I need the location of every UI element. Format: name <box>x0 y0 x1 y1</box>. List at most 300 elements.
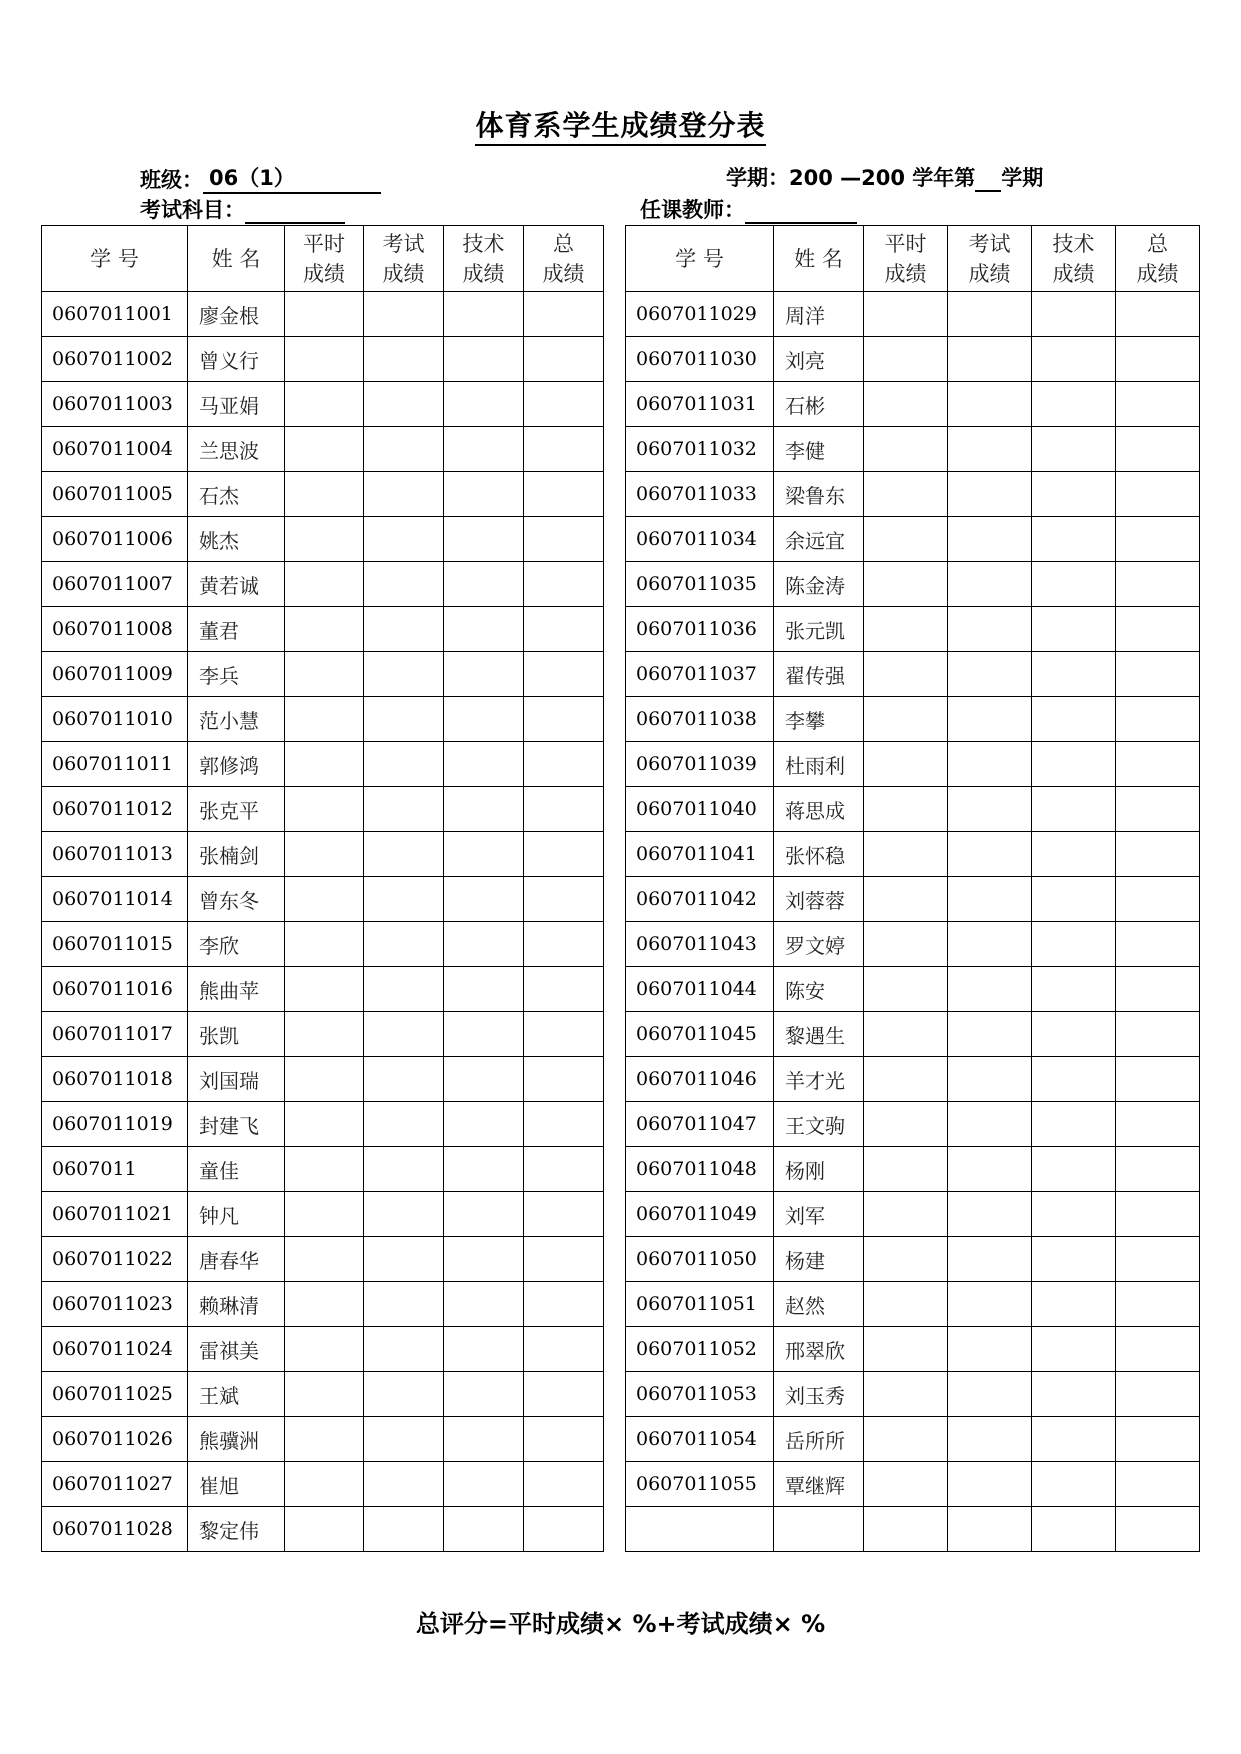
total-score-cell[interactable] <box>524 382 604 427</box>
total-score-cell[interactable] <box>524 427 604 472</box>
exam-score-cell[interactable] <box>948 337 1032 382</box>
regular-score-cell[interactable] <box>285 517 364 562</box>
total-score-cell[interactable] <box>524 877 604 922</box>
student-name-cell: 覃继辉 <box>774 1462 864 1507</box>
table-row <box>42 337 604 382</box>
total-score-cell[interactable] <box>1116 1147 1200 1192</box>
exam-score-cell[interactable] <box>948 1237 1032 1282</box>
student-id-cell: 0607011013 <box>42 832 188 877</box>
regular-score-cell[interactable] <box>864 562 948 607</box>
total-score-cell[interactable] <box>524 1102 604 1147</box>
total-score-cell[interactable] <box>1116 1102 1200 1147</box>
student-name-cell: 曾义行 <box>188 337 285 382</box>
table-row <box>626 742 1200 787</box>
skill-score-cell[interactable] <box>1032 472 1116 517</box>
header-total-score: 总 成绩 <box>1116 226 1200 292</box>
skill-score-cell[interactable] <box>1032 1147 1116 1192</box>
total-score-cell[interactable] <box>1116 877 1200 922</box>
total-score-cell[interactable] <box>524 967 604 1012</box>
regular-score-cell[interactable] <box>285 1192 364 1237</box>
regular-score-cell[interactable] <box>285 337 364 382</box>
student-id-cell: 0607011050 <box>626 1237 774 1282</box>
skill-score-cell[interactable] <box>1032 1327 1116 1372</box>
exam-score-cell[interactable] <box>364 652 444 697</box>
table-row <box>626 1147 1200 1192</box>
exam-score-cell[interactable] <box>948 607 1032 652</box>
exam-score-cell[interactable] <box>364 1147 444 1192</box>
regular-score-cell[interactable] <box>285 427 364 472</box>
total-score-cell[interactable] <box>524 562 604 607</box>
student-id-cell: 0607011034 <box>626 517 774 562</box>
regular-score-cell[interactable] <box>285 607 364 652</box>
skill-score-cell[interactable] <box>1032 1102 1116 1147</box>
total-score-cell[interactable] <box>1116 967 1200 1012</box>
skill-score-cell[interactable] <box>444 517 524 562</box>
regular-score-cell[interactable] <box>864 922 948 967</box>
regular-score-cell[interactable] <box>285 922 364 967</box>
skill-score-cell[interactable] <box>1032 652 1116 697</box>
student-name-cell: 董君 <box>188 607 285 652</box>
student-id-cell: 0607011009 <box>42 652 188 697</box>
student-id-cell: 0607011004 <box>42 427 188 472</box>
regular-score-cell[interactable] <box>285 697 364 742</box>
total-score-cell[interactable] <box>1116 742 1200 787</box>
table-row <box>626 427 1200 472</box>
total-score-cell[interactable] <box>524 292 604 337</box>
skill-score-cell[interactable] <box>444 697 524 742</box>
exam-score-cell[interactable] <box>364 1192 444 1237</box>
student-name-cell: 曾东冬 <box>188 877 285 922</box>
student-id-cell: 0607011048 <box>626 1147 774 1192</box>
exam-score-cell[interactable] <box>948 877 1032 922</box>
exam-score-cell[interactable] <box>364 832 444 877</box>
regular-score-cell[interactable] <box>285 1327 364 1372</box>
student-id-cell: 0607011042 <box>626 877 774 922</box>
regular-score-cell[interactable] <box>864 1192 948 1237</box>
exam-score-cell[interactable] <box>364 787 444 832</box>
total-score-cell[interactable] <box>524 1012 604 1057</box>
student-id-cell: 0607011017 <box>42 1012 188 1057</box>
exam-score-cell[interactable] <box>948 1147 1032 1192</box>
total-score-cell[interactable] <box>1116 562 1200 607</box>
student-name-cell: 杨刚 <box>774 1147 864 1192</box>
total-score-cell[interactable] <box>524 517 604 562</box>
total-score-cell[interactable] <box>1116 1417 1200 1462</box>
regular-score-cell[interactable] <box>864 1012 948 1057</box>
regular-score-cell[interactable] <box>864 1237 948 1282</box>
student-name-cell: 陈金涛 <box>774 562 864 607</box>
total-score-cell[interactable] <box>524 787 604 832</box>
total-score-cell[interactable] <box>524 472 604 517</box>
regular-score-cell[interactable] <box>864 1282 948 1327</box>
skill-score-cell[interactable] <box>1032 292 1116 337</box>
table-row <box>626 1462 1200 1507</box>
total-score-cell[interactable] <box>1116 1237 1200 1282</box>
exam-score-cell[interactable] <box>948 1192 1032 1237</box>
header-regular-score: 平时 成绩 <box>285 226 364 292</box>
exam-score-cell[interactable] <box>948 832 1032 877</box>
regular-score-cell[interactable] <box>285 562 364 607</box>
total-score-cell[interactable] <box>1116 1282 1200 1327</box>
skill-score-cell[interactable] <box>1032 337 1116 382</box>
exam-score-cell[interactable] <box>948 1057 1032 1102</box>
regular-score-cell[interactable] <box>285 1237 364 1282</box>
exam-score-cell[interactable] <box>948 472 1032 517</box>
skill-score-cell[interactable] <box>1032 877 1116 922</box>
regular-score-cell[interactable] <box>864 337 948 382</box>
regular-score-cell[interactable] <box>864 1147 948 1192</box>
skill-score-cell[interactable] <box>444 877 524 922</box>
exam-score-cell[interactable] <box>364 1327 444 1372</box>
skill-score-cell[interactable] <box>1032 1282 1116 1327</box>
skill-score-cell[interactable] <box>444 1372 524 1417</box>
regular-score-cell[interactable] <box>864 787 948 832</box>
table-row <box>626 1282 1200 1327</box>
student-id-cell: 0607011002 <box>42 337 188 382</box>
regular-score-cell[interactable] <box>864 517 948 562</box>
skill-score-cell[interactable] <box>444 562 524 607</box>
skill-score-cell[interactable] <box>444 337 524 382</box>
exam-score-cell[interactable] <box>364 877 444 922</box>
skill-score-cell[interactable] <box>444 382 524 427</box>
exam-score-cell[interactable] <box>364 382 444 427</box>
total-score-cell[interactable] <box>524 1507 604 1552</box>
regular-score-cell[interactable] <box>285 742 364 787</box>
student-name-cell: 黎定伟 <box>188 1507 285 1552</box>
total-score-cell[interactable] <box>524 922 604 967</box>
regular-score-cell[interactable] <box>864 292 948 337</box>
total-score-cell[interactable] <box>1116 1372 1200 1417</box>
total-score-cell[interactable] <box>1116 1327 1200 1372</box>
regular-score-cell[interactable] <box>864 1057 948 1102</box>
regular-score-cell[interactable] <box>285 1012 364 1057</box>
exam-score-cell[interactable] <box>948 1417 1032 1462</box>
table-row <box>626 1417 1200 1462</box>
skill-score-cell[interactable] <box>1032 1012 1116 1057</box>
exam-score-cell[interactable] <box>364 427 444 472</box>
exam-score-cell[interactable] <box>948 967 1032 1012</box>
skill-score-cell[interactable] <box>1032 742 1116 787</box>
exam-score-cell[interactable] <box>948 517 1032 562</box>
total-score-cell[interactable] <box>524 1282 604 1327</box>
skill-score-cell[interactable] <box>444 742 524 787</box>
regular-score-cell[interactable] <box>285 652 364 697</box>
skill-score-cell[interactable] <box>444 1282 524 1327</box>
skill-score-cell[interactable] <box>444 652 524 697</box>
header-name: 姓 名 <box>774 226 864 292</box>
exam-score-cell[interactable] <box>948 652 1032 697</box>
subject-blank <box>245 200 345 224</box>
exam-score-cell[interactable] <box>364 742 444 787</box>
student-id-cell: 0607011049 <box>626 1192 774 1237</box>
student-name-cell: 赵然 <box>774 1282 864 1327</box>
regular-score-cell[interactable] <box>864 967 948 1012</box>
student-id-cell: 0607011039 <box>626 742 774 787</box>
total-score-cell[interactable] <box>524 742 604 787</box>
exam-score-cell[interactable] <box>948 742 1032 787</box>
exam-score-cell[interactable] <box>948 292 1032 337</box>
skill-score-cell[interactable] <box>1032 697 1116 742</box>
student-name-cell: 陈安 <box>774 967 864 1012</box>
skill-score-cell[interactable] <box>1032 562 1116 607</box>
exam-score-cell[interactable] <box>364 1417 444 1462</box>
skill-score-cell[interactable] <box>444 1057 524 1102</box>
student-name-cell: 廖金根 <box>188 292 285 337</box>
skill-score-cell[interactable] <box>1032 787 1116 832</box>
total-score-cell[interactable] <box>1116 697 1200 742</box>
regular-score-cell[interactable] <box>285 1417 364 1462</box>
header-skill-score: 技术 成绩 <box>1032 226 1116 292</box>
regular-score-cell[interactable] <box>285 292 364 337</box>
table-row <box>42 652 604 697</box>
total-score-cell[interactable] <box>1116 832 1200 877</box>
exam-score-cell[interactable] <box>948 1282 1032 1327</box>
total-score-cell[interactable] <box>524 1192 604 1237</box>
regular-score-cell[interactable] <box>285 1057 364 1102</box>
exam-score-cell[interactable] <box>948 1372 1032 1417</box>
table-row <box>626 967 1200 1012</box>
skill-score-cell[interactable] <box>444 607 524 652</box>
table-row <box>626 1507 1200 1552</box>
skill-score-cell[interactable] <box>1032 1237 1116 1282</box>
total-score-cell[interactable] <box>1116 427 1200 472</box>
class-value: 06（1） <box>203 162 381 194</box>
table-row <box>42 562 604 607</box>
skill-score-cell[interactable] <box>444 787 524 832</box>
skill-score-cell[interactable] <box>444 427 524 472</box>
regular-score-cell[interactable] <box>285 382 364 427</box>
regular-score-cell[interactable] <box>285 1282 364 1327</box>
regular-score-cell[interactable] <box>285 472 364 517</box>
exam-score-cell[interactable] <box>948 1462 1032 1507</box>
total-score-cell[interactable] <box>524 1417 604 1462</box>
student-name-cell: 李攀 <box>774 697 864 742</box>
header-exam-score: 考试 成绩 <box>364 226 444 292</box>
regular-score-cell[interactable] <box>285 1147 364 1192</box>
skill-score-cell[interactable] <box>444 1462 524 1507</box>
regular-score-cell[interactable] <box>285 1507 364 1552</box>
exam-score-cell[interactable] <box>948 787 1032 832</box>
skill-score-cell[interactable] <box>1032 832 1116 877</box>
total-score-cell[interactable] <box>1116 1192 1200 1237</box>
student-name-cell: 郭修鸿 <box>188 742 285 787</box>
exam-score-cell[interactable] <box>364 562 444 607</box>
table-row <box>42 472 604 517</box>
exam-score-cell[interactable] <box>948 697 1032 742</box>
skill-score-cell[interactable] <box>1032 607 1116 652</box>
table-row <box>626 877 1200 922</box>
student-name-cell: 赖琳清 <box>188 1282 285 1327</box>
total-score-cell[interactable] <box>524 1462 604 1507</box>
regular-score-cell[interactable] <box>864 1102 948 1147</box>
student-name-cell: 梁鲁东 <box>774 472 864 517</box>
table-row <box>42 1462 604 1507</box>
total-score-cell[interactable] <box>524 652 604 697</box>
exam-score-cell[interactable] <box>948 1012 1032 1057</box>
table-row <box>42 1372 604 1417</box>
regular-score-cell[interactable] <box>864 1507 948 1552</box>
student-name-cell: 熊曲苹 <box>188 967 285 1012</box>
exam-score-cell[interactable] <box>364 517 444 562</box>
skill-score-cell[interactable] <box>444 292 524 337</box>
regular-score-cell[interactable] <box>864 742 948 787</box>
regular-score-cell[interactable] <box>285 1102 364 1147</box>
student-name-cell: 唐春华 <box>188 1237 285 1282</box>
skill-score-cell[interactable] <box>444 472 524 517</box>
student-name-cell: 刘玉秀 <box>774 1372 864 1417</box>
student-id-cell: 0607011044 <box>626 967 774 1012</box>
skill-score-cell[interactable] <box>1032 427 1116 472</box>
total-score-cell[interactable] <box>524 1372 604 1417</box>
skill-score-cell[interactable] <box>1032 1462 1116 1507</box>
table-row <box>626 472 1200 517</box>
header-total-score: 总 成绩 <box>524 226 604 292</box>
exam-score-cell[interactable] <box>948 382 1032 427</box>
header-exam-score: 考试 成绩 <box>948 226 1032 292</box>
total-score-cell[interactable] <box>524 832 604 877</box>
regular-score-cell[interactable] <box>285 1372 364 1417</box>
total-score-cell[interactable] <box>1116 292 1200 337</box>
skill-score-cell[interactable] <box>444 1507 524 1552</box>
regular-score-cell[interactable] <box>864 697 948 742</box>
skill-score-cell[interactable] <box>444 967 524 1012</box>
table-row <box>42 1147 604 1192</box>
skill-score-cell[interactable] <box>1032 382 1116 427</box>
table-row <box>626 832 1200 877</box>
total-score-cell[interactable] <box>524 337 604 382</box>
regular-score-cell[interactable] <box>864 1417 948 1462</box>
student-id-cell: 0607011025 <box>42 1372 188 1417</box>
regular-score-cell[interactable] <box>864 877 948 922</box>
skill-score-cell[interactable] <box>444 1417 524 1462</box>
student-id-cell: 0607011026 <box>42 1417 188 1462</box>
skill-score-cell[interactable] <box>444 1327 524 1372</box>
exam-score-cell[interactable] <box>364 1372 444 1417</box>
regular-score-cell[interactable] <box>864 652 948 697</box>
skill-score-cell[interactable] <box>444 1102 524 1147</box>
total-score-cell[interactable] <box>524 607 604 652</box>
regular-score-cell[interactable] <box>285 787 364 832</box>
table-row <box>626 607 1200 652</box>
student-name-cell: 刘蓉蓉 <box>774 877 864 922</box>
total-score-cell[interactable] <box>1116 472 1200 517</box>
student-id-cell: 0607011043 <box>626 922 774 967</box>
student-id-cell: 0607011005 <box>42 472 188 517</box>
exam-score-cell[interactable] <box>364 1012 444 1057</box>
regular-score-cell[interactable] <box>864 832 948 877</box>
exam-score-cell[interactable] <box>364 292 444 337</box>
skill-score-cell[interactable] <box>444 1192 524 1237</box>
regular-score-cell[interactable] <box>864 472 948 517</box>
total-score-cell[interactable] <box>1116 1462 1200 1507</box>
exam-score-cell[interactable] <box>948 922 1032 967</box>
table-row <box>42 1057 604 1102</box>
total-score-cell[interactable] <box>524 1147 604 1192</box>
exam-score-cell[interactable] <box>364 967 444 1012</box>
skill-score-cell[interactable] <box>1032 1372 1116 1417</box>
skill-score-cell[interactable] <box>1032 517 1116 562</box>
table-row <box>42 1192 604 1237</box>
exam-score-cell[interactable] <box>364 1282 444 1327</box>
skill-score-cell[interactable] <box>444 832 524 877</box>
total-score-cell[interactable] <box>1116 1012 1200 1057</box>
exam-score-cell[interactable] <box>364 472 444 517</box>
regular-score-cell[interactable] <box>285 877 364 922</box>
exam-score-cell[interactable] <box>364 922 444 967</box>
skill-score-cell[interactable] <box>1032 922 1116 967</box>
exam-score-cell[interactable] <box>364 607 444 652</box>
total-score-cell[interactable] <box>524 1327 604 1372</box>
total-score-cell[interactable] <box>1116 1507 1200 1552</box>
regular-score-cell[interactable] <box>864 1327 948 1372</box>
exam-score-cell[interactable] <box>364 1102 444 1147</box>
total-score-cell[interactable] <box>1116 607 1200 652</box>
exam-score-cell[interactable] <box>948 1102 1032 1147</box>
exam-score-cell[interactable] <box>948 1507 1032 1552</box>
skill-score-cell[interactable] <box>1032 1417 1116 1462</box>
skill-score-cell[interactable] <box>444 922 524 967</box>
total-score-cell[interactable] <box>524 1057 604 1102</box>
exam-score-cell[interactable] <box>364 1057 444 1102</box>
regular-score-cell[interactable] <box>864 1372 948 1417</box>
total-score-cell[interactable] <box>1116 382 1200 427</box>
skill-score-cell[interactable] <box>1032 1192 1116 1237</box>
semester-line <box>726 162 1043 192</box>
header-regular-score: 平时 成绩 <box>864 226 948 292</box>
skill-score-cell[interactable] <box>444 1237 524 1282</box>
total-score-cell[interactable] <box>1116 517 1200 562</box>
skill-score-cell[interactable] <box>1032 1507 1116 1552</box>
total-score-cell[interactable] <box>524 697 604 742</box>
regular-score-cell[interactable] <box>285 967 364 1012</box>
student-id-cell: 0607011037 <box>626 652 774 697</box>
skill-score-cell[interactable] <box>444 1147 524 1192</box>
regular-score-cell[interactable] <box>864 382 948 427</box>
total-score-cell[interactable] <box>1116 652 1200 697</box>
table-row <box>42 1237 604 1282</box>
regular-score-cell[interactable] <box>285 832 364 877</box>
total-score-cell[interactable] <box>1116 787 1200 832</box>
regular-score-cell[interactable] <box>864 1462 948 1507</box>
exam-score-cell[interactable] <box>364 697 444 742</box>
total-score-cell[interactable] <box>1116 337 1200 382</box>
regular-score-cell[interactable] <box>864 607 948 652</box>
exam-score-cell[interactable] <box>948 427 1032 472</box>
skill-score-cell[interactable] <box>444 1012 524 1057</box>
skill-score-cell[interactable] <box>1032 1057 1116 1102</box>
regular-score-cell[interactable] <box>285 1462 364 1507</box>
table-row <box>42 967 604 1012</box>
student-name-cell: 童佳 <box>188 1147 285 1192</box>
exam-score-cell[interactable] <box>948 562 1032 607</box>
student-name-cell: 王斌 <box>188 1372 285 1417</box>
total-score-cell[interactable] <box>1116 1057 1200 1102</box>
student-id-cell: 0607011029 <box>626 292 774 337</box>
skill-score-cell[interactable] <box>1032 967 1116 1012</box>
student-id-cell: 0607011010 <box>42 697 188 742</box>
table-row <box>42 1282 604 1327</box>
exam-score-cell[interactable] <box>948 1327 1032 1372</box>
exam-score-cell[interactable] <box>364 1462 444 1507</box>
student-id-cell: 0607011041 <box>626 832 774 877</box>
total-score-cell[interactable] <box>524 1237 604 1282</box>
exam-score-cell[interactable] <box>364 1507 444 1552</box>
regular-score-cell[interactable] <box>864 427 948 472</box>
exam-score-cell[interactable] <box>364 1237 444 1282</box>
student-id-cell: 0607011011 <box>42 742 188 787</box>
exam-score-cell[interactable] <box>364 337 444 382</box>
total-score-cell[interactable] <box>1116 922 1200 967</box>
